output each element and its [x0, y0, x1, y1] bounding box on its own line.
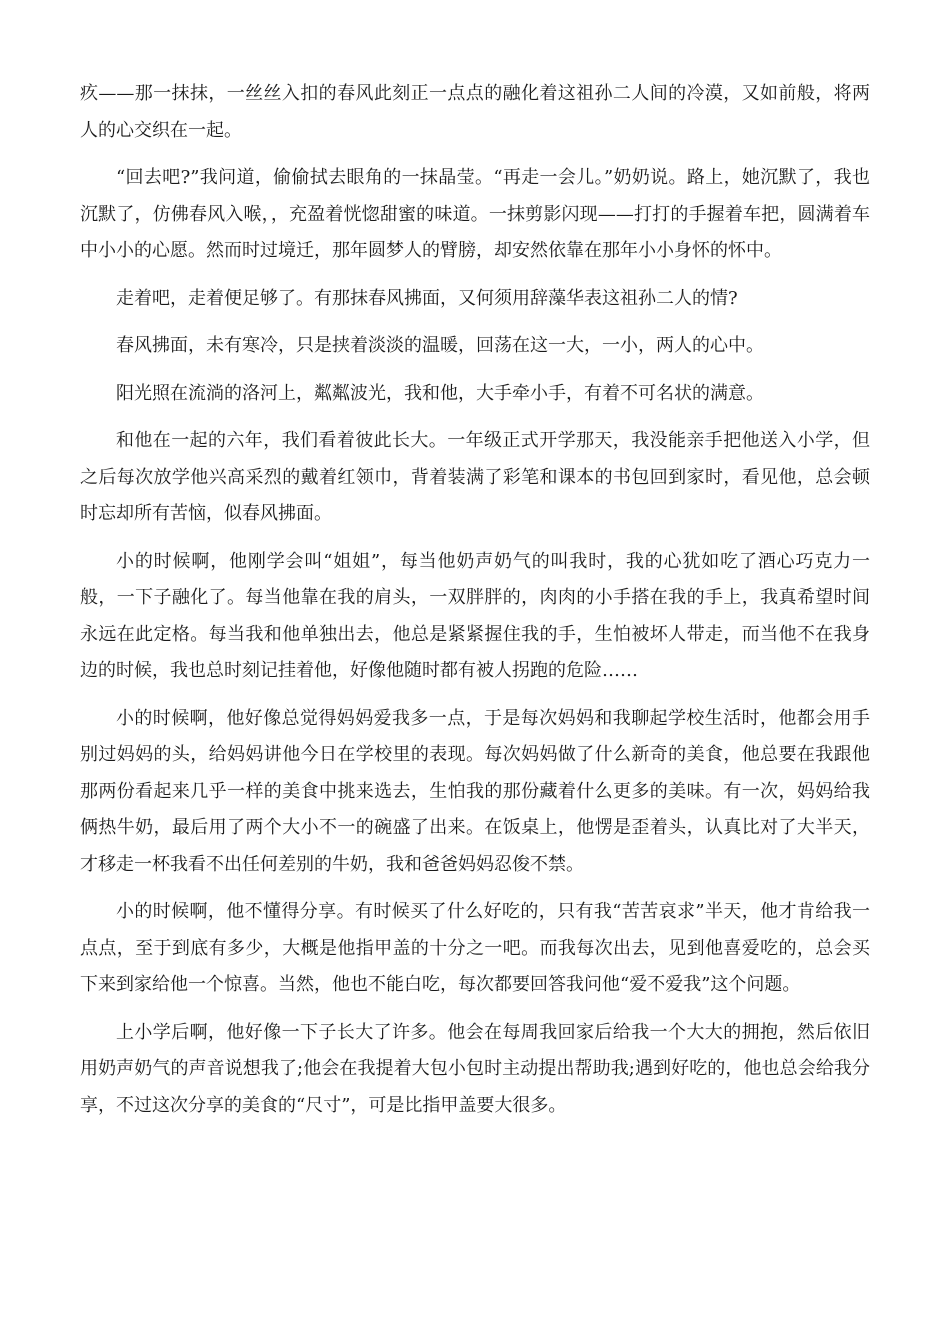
document-body — [80, 76, 870, 1135]
paragraph: “回去吧?”我问道，偷偷拭去眼角的一抹晶莹。“再走一会儿。”奶奶说。路上，她沉默了，我也沉默了，仿佛春风入喉，，充盈着恍惚甜蜜的味道。一抹剪影闪现——打打的手握着车把，圆满着车中小小的心愿。然而时过境迁，那年圆梦人的臂膀，却安然依靠在那年小小身怀的怀中。 — [80, 167, 870, 261]
paragraph: 阳光照在流淌的洛河上，粼粼波光，我和他，大手牵小手，有着不可名状的满意。 — [116, 382, 764, 404]
paragraph: 走着吧，走着便足够了。有那抹春风拂面，又何须用辞藻华表这祖孙二人的情? — [116, 287, 738, 309]
paragraph: 上小学后啊，他好像一下子长大了许多。他会在每周我回家后给我一个大大的拥抱，然后依旧用奶声奶气的声音说想我了;他会在我提着大包小包时主动提出帮助我;遇到好吃的，他也总会给我分享，不过这次分享的美食的“尺寸”，可是比指甲盖要大很多。 — [80, 1021, 870, 1116]
paragraph-continued: 疚——那一抹抹，一丝丝入扣的春风此刻正一点点的融化着这祖孙二人间的冷漠，又如前般，将两人的心交织在一起。 — [80, 83, 870, 141]
paragraph: 小的时候啊，他刚学会叫“姐姐”，每当他奶声奶气的叫我时，我的心犹如吃了酒心巧克力一般，一下子融化了。每当他靠在我的肩头，一双胖胖的，肉肉的小手搭在我的手上，我真希望时间永远在此定格。每当我和他单独出去，他总是紧紧握住我的手，生怕被坏人带走，而当他不在我身边的时候，我也总时刻记挂着他，好像他随时都有被人拐跑的危险…… — [80, 550, 870, 681]
paragraph: 小的时候啊，他好像总觉得妈妈爱我多一点，于是每次妈妈和我聊起学校生活时，他都会用手别过妈妈的头，给妈妈讲他今日在学校里的表现。每次妈妈做了什么新奇的美食，他总要在我跟他那两份看起来几乎一样的美食中挑来选去，生怕我的那份藏着什么更多的美味。有一次，妈妈给我俩热牛奶，最后用了两个大小不一的碗盛了出来。在饭桌上，他愣是歪着头，认真比对了大半天，才移走一杯我看不出任何差别的牛奶，我和爸爸妈妈忍俊不禁。 — [80, 707, 870, 875]
paragraph: 小的时候啊，他不懂得分享。有时候买了什么好吃的，只有我“苦苦哀求”半天，他才肯给我一点点，至于到底有多少，大概是他指甲盖的十分之一吧。而我每次出去，见到他喜爱吃的，总会买下来到家给他一个惊喜。当然，他也不能白吃，每次都要回答我问他“爱不爱我”这个问题。 — [80, 901, 870, 995]
paragraph: 和他在一起的六年，我们看着彼此长大。一年级正式开学那天，我没能亲手把他送入小学，但之后每次放学他兴高采烈的戴着红领巾，背着装满了彩笔和课本的书包回到家时，看见他，总会顿时忘却所有苦恼，似春风拂面。 — [80, 430, 870, 524]
paragraph: 春风拂面，未有寒冷，只是挟着淡淡的温暖，回荡在这一大，一小，两人的心中。 — [116, 335, 764, 356]
